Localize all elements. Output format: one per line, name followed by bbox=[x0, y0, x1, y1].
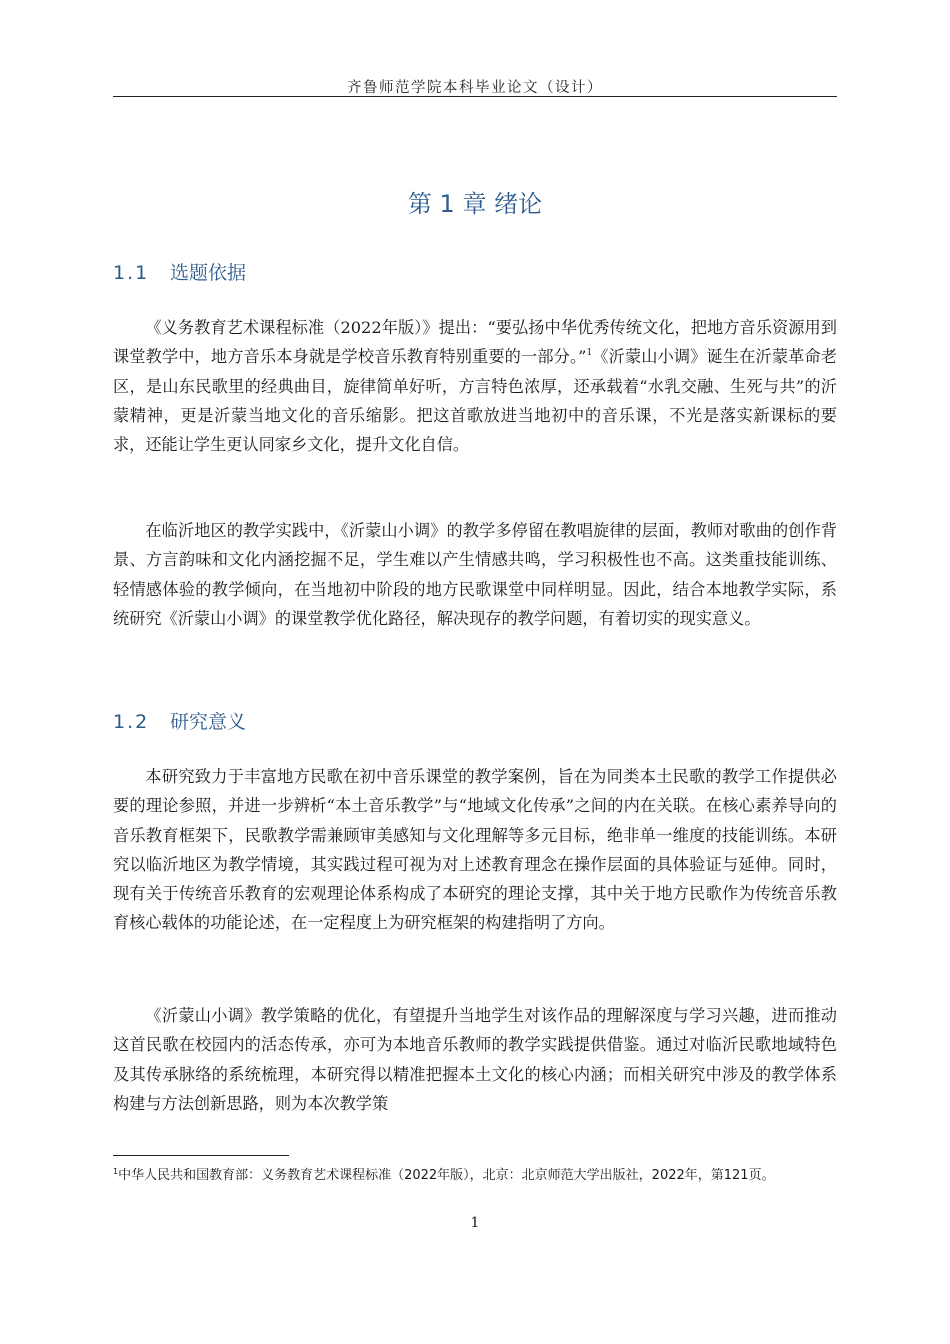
section-number: 1.2 bbox=[113, 711, 150, 733]
footnote-text: 中华人民共和国教育部：义务教育艺术课程标准（2022年版），北京：北京师范大学出版社，2022年，第121页。 bbox=[118, 1168, 775, 1183]
section-number: 1.1 bbox=[113, 262, 150, 284]
section-title: 选题依据 bbox=[170, 262, 247, 284]
page-number: 1 bbox=[470, 1215, 480, 1231]
footnote-number: 1 bbox=[113, 1167, 119, 1176]
section-heading-1-2 bbox=[113, 707, 246, 734]
footnote-ref[interactable]: 1 bbox=[586, 348, 593, 359]
section-heading-1-1 bbox=[113, 258, 246, 285]
paragraph bbox=[113, 313, 837, 459]
running-header: 齐鲁师范学院本科毕业论文（设计） bbox=[347, 80, 603, 96]
paragraph: 本研究致力于丰富地方民歌在初中音乐课堂的教学案例，旨在为同类本土民歌的教学工作提供必要的理论参照，并进一步辨析“本土音乐教学”与“地域文化传承”之间的内在关联。在核心素养导向的音乐教育框架下，民歌教学需兼顾审美感知与文化理解等多元目标，绝非单一维度的技能训练。本研究以临沂地区为教学情境，其实践过程可视为对上述教育理念在操作层面的具体验证与延伸。同时，现有关于传统音乐教育的宏观理论体系构成了本研究的理论支撑，其中关于地方民歌作为传统音乐教育核心载体的功能论述，在一定程度上为研究框架的构建指明了方向。 bbox=[113, 767, 837, 933]
footnote-rule bbox=[113, 1155, 289, 1156]
header-rule bbox=[113, 96, 837, 97]
paragraph-text: 《沂蒙山小调》诞生在沂蒙革命老区，是山东民歌里的经典曲目，旋律简单好听，方言特色浓厚，还承载着“水乳交融、生死与共”的沂蒙精神，更是沂蒙当地文化的音乐缩影。把这首歌放进当地初中的音乐课，不光是落实新课标的要求，还能让学生更认同家乡文化，提升文化自信。 bbox=[113, 347, 837, 455]
paragraph: 《沂蒙山小调》教学策略的优化，有望提升当地学生对该作品的理解深度与学习兴趣，进而推动这首民歌在校园内的活态传承，亦可为本地音乐教师的教学实践提供借鉴。通过对临沂民歌地域特色及其传承脉络的系统梳理，本研究得以精准把握本土文化的核心内涵；而相关研究中涉及的教学体系构建与方法创新思路，则为本次教学策 bbox=[113, 1006, 837, 1113]
paragraph-text: 《义务教育艺术课程标准（2022年版）》提出：“要弘扬中华优秀传统文化，把地方音乐资源用到课堂教学中，地方音乐本身就是学校音乐教育特别重要的一部分。” bbox=[113, 318, 837, 367]
section-title: 研究意义 bbox=[170, 711, 247, 733]
footnote bbox=[113, 1166, 837, 1186]
chapter-title: 第 1 章 绪论 bbox=[407, 190, 543, 218]
paragraph: 在临沂地区的教学实践中，《沂蒙山小调》的教学多停留在教唱旋律的层面，教师对歌曲的创作背景、方言韵味和文化内涵挖掘不足，学生难以产生情感共鸣，学习积极性也不高。这类重技能训练、轻情感体验的教学倾向，在当地初中阶段的地方民歌课堂中同样明显。因此，结合本地教学实际，系统研究《沂蒙山小调》的课堂教学优化路径，解决现存的教学问题，有着切实的现实意义。 bbox=[113, 521, 837, 628]
